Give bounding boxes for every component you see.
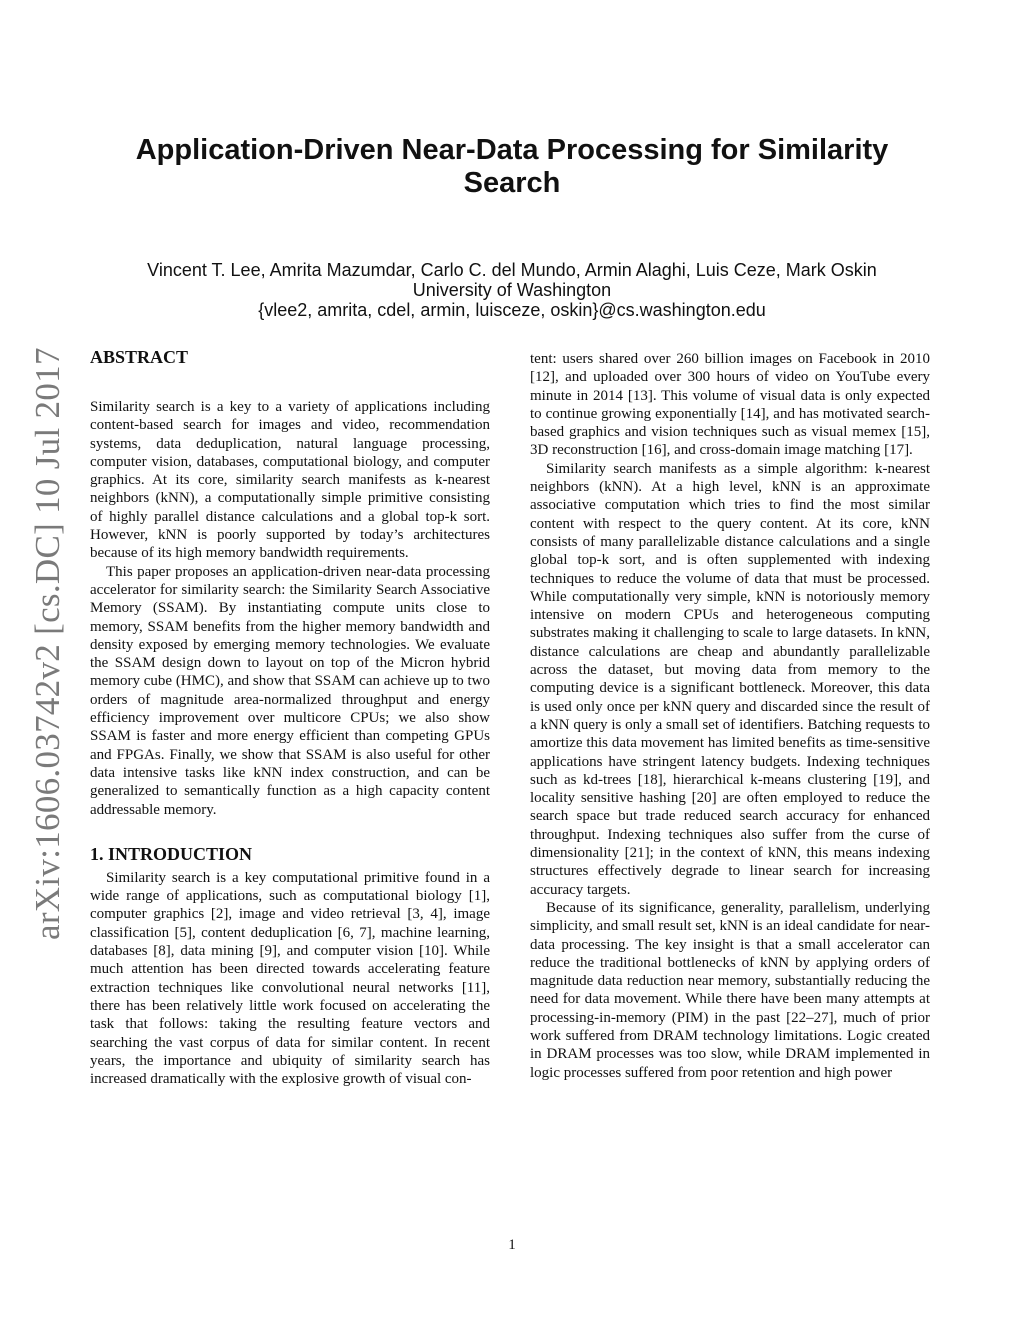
author-block bbox=[90, 260, 934, 320]
author-emails: {vlee2, amrita, cdel, armin, luisceze, oskin}@cs.washington.edu bbox=[258, 300, 766, 320]
introduction-continuation: tent: users shared over 260 billion images on Facebook in 2010 [12], and uploaded over 300 hours of video on YouTube every minute in 2014 [13]. This volume of visual data is only expected to continue growing exponentially [14], and has motivated search-based graphics and vision techniques such as visual memex [15], 3D reconstruction [16], and cross-domain image matching [17]. bbox=[530, 351, 930, 459]
abstract-heading: ABSTRACT bbox=[90, 347, 189, 367]
introduction-paragraph: Similarity search is a key computational primitive found in a wide range of applications, such as computational biology [1], computer graphics [2], image and video retrieval [3, 4], image classification [5], content deduplication [6, 7], machine learning, databases [8], data mining [9], and computer vision [10]. While much attention has been directed towards accelerating feature extraction techniques like convolutional neural networks [11], there has been relatively little work focused on accelerating the task that follows: taking the resulting feature vectors and searching the vast corpus of data for similar content. In recent years, the importance and ubiquity of similarity search has increased dramatically with the explosive growth of visual con- bbox=[90, 869, 490, 1088]
paper-title: Application-Driven Near-Data Processing for Similarity Search bbox=[135, 134, 889, 199]
author-affiliation: University of Washington bbox=[412, 280, 612, 300]
introduction-heading: 1. INTRODUCTION bbox=[90, 843, 253, 864]
abstract-paragraph: Similarity search is a key to a variety of applications including content-based search for images and video, recommendation systems, data deduplication, natural language processing, computer vision, databases, computational biology, and computer graphics. At its core, similarity search manifests as k-nearest neighbors (kNN), a computationally simple primitive consisting of highly parallel distance calculations and a global top-k sort. However, kNN is poorly supported by today’s architectures because of its high memory bandwidth requirements. bbox=[90, 399, 490, 562]
left-column bbox=[90, 346, 490, 1088]
arxiv-identifier: arXiv:1606.03742v2 [cs.DC] 10 Jul 2017 bbox=[28, 347, 67, 940]
abstract-paragraph: This paper proposes an application-driven near-data processing accelerator for similarity search: the Similarity Search Associative Memory (SSAM). By instantiating compute units close to memory, SSAM benefits from the higher memory bandwidth and density exposed by emerging memory technologies. We evaluate the SSAM design down to layout on top of the Micron hybrid memory cube (HMC), and show that SSAM can achieve up to two orders of magnitude area-normalized throughput and energy efficiency improvement over multicore CPUs; we also show SSAM is faster and more energy efficient than competing GPUs and FPGAs. Finally, we show that SSAM is also useful for other data intensive tasks like kNN index construction, and can be generalized to semantically function as a high capacity content addressable memory. bbox=[90, 563, 490, 818]
right-column bbox=[530, 350, 930, 1082]
introduction-paragraph: Because of its significance, generality, parallelism, underlying simplicity, and small result set, kNN is an ideal candidate for near-data processing. The key insight is that a small accelerator can reduce the traditional bottlenecks of kNN by applying orders of magnitude data reduction near memory, substantially reducing the need for data movement. While there have been many attempts at processing-in-memory (PIM) in the past [22–27], much of prior work suffered from DRAM technology limitations. Logic created in DRAM processes was too slow, while DRAM implemented in logic processes suffered from poor retention and high power bbox=[530, 899, 930, 1081]
author-names: Vincent T. Lee, Amrita Mazumdar, Carlo C. del Mundo, Armin Alaghi, Luis Ceze, Mark Oskin bbox=[147, 260, 877, 280]
introduction-paragraph: Similarity search manifests as a simple algorithm: k-nearest neighbors (kNN). At a high level, kNN is an approximate associative computation which tries to find the most similar content with respect to the query content. At its core, kNN consists of many parallelizable distance calculations and a single global top-k sort, and is often supplemented with indexing techniques to reduce the volume of data that must be processed. While computationally very simple, kNN is notoriously memory intensive on modern CPUs and heterogeneous computing substrates making it challenging to scale to large datasets. In kNN, distance calculations are cheap and abundantly parallelizable across the dataset, but moving data from memory to the computing device is a significant bottleneck. Moreover, this data is used only once per kNN query and discarded since the result of a kNN query is only a small set of identifiers. Batching requests to amortize this data movement has limited benefits as time-sensitive applications have stringent latency budgets. Indexing techniques such as kd-trees [18], hierarchical k-means clustering [19], and locality sensitive hashing [20] are often employed to reduce the search space but trade reduced search accuracy for enhanced throughput. Indexing techniques also suffer from the curse of dimensionality [21]; in the context of kNN, this means indexing structures effectively degrade to linear search for increasing accuracy targets. bbox=[530, 460, 930, 898]
page-number: 1 bbox=[508, 1237, 516, 1253]
